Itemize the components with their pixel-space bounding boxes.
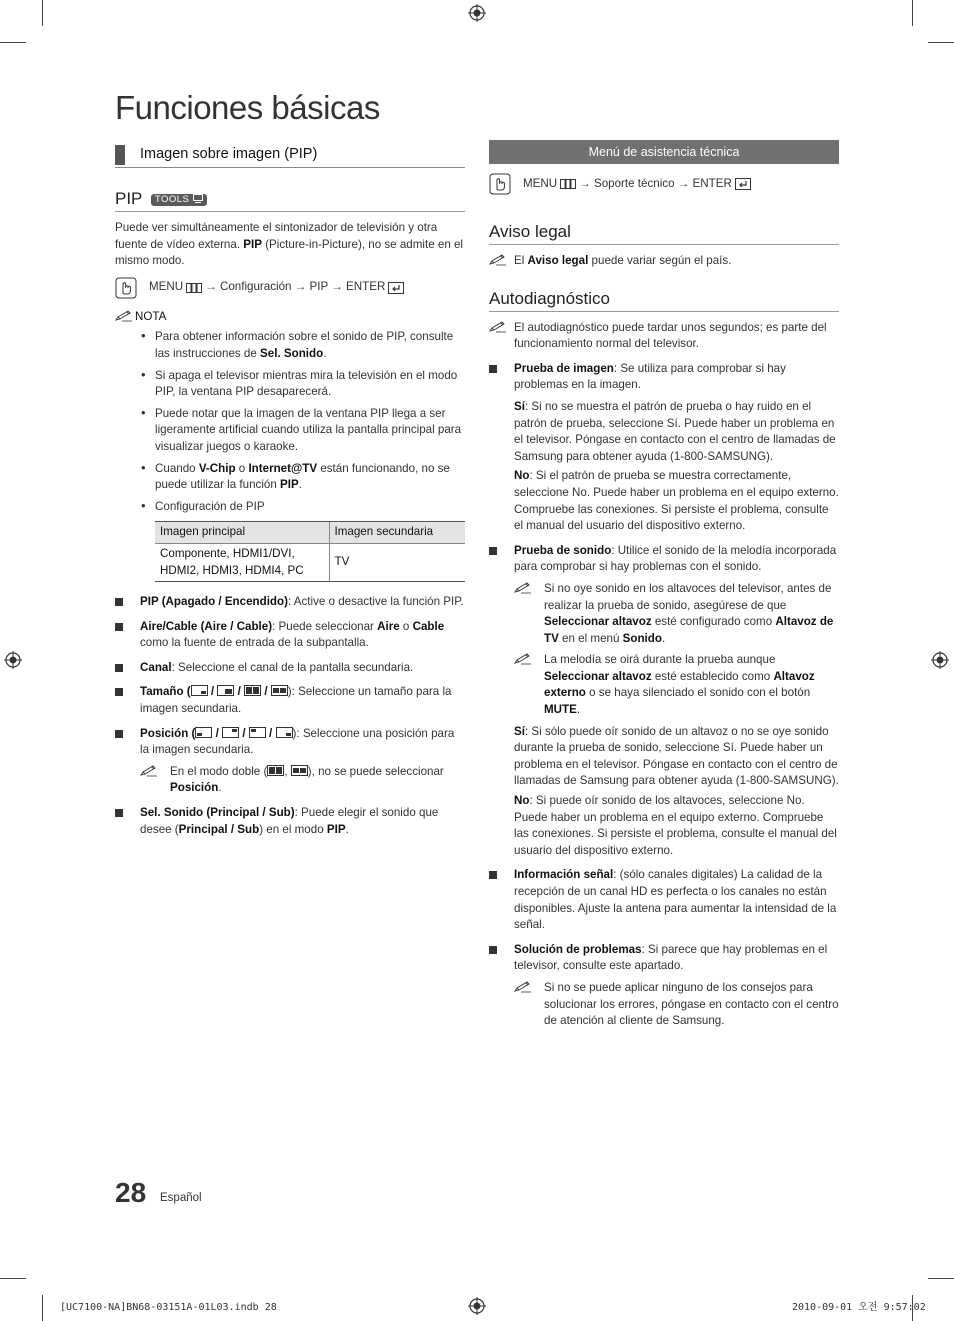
item-bold: Cable <box>412 619 445 633</box>
menu-path <box>489 173 839 195</box>
list-item <box>489 942 839 1030</box>
autodiagnostico-heading: Autodiagnóstico <box>489 288 839 312</box>
note-row <box>489 320 839 353</box>
menu-label: MENU <box>523 176 558 190</box>
bullet-bold: Sel. Sonido <box>260 346 324 360</box>
intro-text: Puede ver simultáneamente el sintonizador de televisión y otra fuente de vídeo externa. <box>115 221 438 251</box>
crop-mark <box>42 0 43 26</box>
bullet-text: Si apaga el televisor mientras mira la televisión en el modo PIP, la ventana PIP desaparecerá. <box>155 368 458 399</box>
list-item <box>489 543 839 860</box>
square-bullet-icon <box>489 547 497 555</box>
crop-mark <box>42 1295 43 1321</box>
item-bold: Sí <box>514 724 525 738</box>
note-text <box>544 581 839 647</box>
item-bold: PIP <box>326 822 346 836</box>
list-item <box>489 361 839 535</box>
pip-double-wide-icon <box>271 685 288 696</box>
tools-label: TOOLS <box>154 194 190 205</box>
bullet-bold: Internet@TV <box>248 461 318 475</box>
pip-heading-text: PIP <box>115 189 143 208</box>
note-bold: Seleccionar altavoz <box>544 669 652 683</box>
note-text <box>544 652 839 718</box>
note-text-part: puede variar según el país. <box>588 254 732 267</box>
pip-position-top-right-icon <box>222 727 239 738</box>
table-header-row <box>155 522 465 544</box>
item-text: . <box>345 822 349 836</box>
pip-position-top-left-icon <box>249 727 266 738</box>
item-bold: Prueba de imagen <box>514 361 614 375</box>
item-paragraph <box>514 724 839 790</box>
square-bullet-icon <box>115 598 123 606</box>
menu-path-text: → Soporte técnico → ENTER <box>579 176 732 190</box>
pip-position-bottom-right-icon <box>276 727 293 738</box>
note-bold: Sonido <box>622 631 662 645</box>
pencil-note-icon <box>514 652 544 718</box>
bullet-text: Para obtener información sobre el sonido de PIP, consulte las instrucciones de <box>155 330 454 360</box>
item-paragraph <box>514 399 839 465</box>
item-text: o <box>399 619 413 633</box>
item-bold: Sí <box>514 399 525 413</box>
list-item <box>115 660 465 677</box>
item-bold: Sel. Sonido (Principal / Sub) <box>140 806 295 820</box>
list-item <box>115 594 465 611</box>
note-text-part: . <box>661 631 666 645</box>
menu-icon <box>560 179 576 189</box>
item-bold: Aire/Cable (Aire / Cable) <box>140 619 273 633</box>
remote-hand-icon <box>489 173 511 195</box>
page-number: 28 <box>115 1177 147 1208</box>
pencil-note-icon <box>489 253 514 270</box>
square-bullet-icon <box>489 946 497 954</box>
note-row <box>140 764 465 797</box>
remote-hand-icon <box>115 277 137 299</box>
menu-label: MENU <box>149 280 184 294</box>
note-text-part: . <box>218 781 222 795</box>
note-row <box>514 980 839 1030</box>
note-text: El autodiagnóstico puede tardar unos segundos; es parte del funcionamiento normal del televisor. <box>514 320 827 351</box>
square-bullet-icon <box>115 664 123 672</box>
note-bold: Altavoz externo <box>544 669 815 700</box>
autodiagnostico-list <box>489 361 839 1030</box>
registration-mark-icon <box>4 651 22 669</box>
list-item <box>141 368 465 401</box>
bullet-text: . <box>323 346 327 360</box>
note-bold: Seleccionar altavoz <box>544 615 652 629</box>
item-text: como la fuente de entrada de la subpantalla. <box>140 636 369 650</box>
square-bullet-icon <box>115 688 123 696</box>
registration-mark-icon <box>468 4 486 22</box>
bullet-text: Puede notar que la imagen de la ventana PIP llega a ser ligeramente artificial cuando utiliza la pantalla principal para visualizar juegos o karaoke. <box>155 406 462 453</box>
right-column <box>489 140 839 1030</box>
bullet-text: Cuando <box>155 461 199 475</box>
pip-intro <box>115 220 465 270</box>
item-text: : Se utiliza para comprobar si hay problemas en la imagen. <box>514 361 786 392</box>
note-text-part: . <box>576 703 581 717</box>
intro-pip: PIP <box>243 237 262 251</box>
list-item <box>115 619 465 652</box>
left-column <box>115 140 465 838</box>
note-text: En el modo doble ( , ), no se puede seleccionar Posición. <box>170 764 444 795</box>
note-bold: Altavoz de TV <box>544 615 834 645</box>
note-text-part: ), no se puede seleccionar <box>307 764 444 778</box>
crop-mark <box>0 1278 26 1279</box>
section-heading-pip <box>115 140 465 168</box>
menu-icon <box>186 283 202 293</box>
note-bold: MUTE <box>544 703 577 717</box>
note-text <box>514 253 731 270</box>
pip-size-large-icon <box>217 685 234 696</box>
crop-mark <box>928 1278 954 1279</box>
item-paragraph <box>514 468 839 534</box>
item-bold: Información señal <box>514 868 614 882</box>
list-item <box>115 805 465 838</box>
bullet-text: están funcionando, no se puede utilizar la función <box>155 461 450 492</box>
item-bold: No <box>514 469 530 483</box>
item-bold: Canal <box>140 660 172 674</box>
item-bold: Prueba de sonido <box>514 543 612 557</box>
table-cell: TV <box>329 543 465 581</box>
note-text-part: El <box>514 254 528 267</box>
page-language: Español <box>160 1192 202 1204</box>
note-text-part: esté configurado como <box>651 615 776 629</box>
bullet-text: o <box>235 461 249 475</box>
enter-icon <box>735 178 751 190</box>
item-text: : Si puede oír sonido de los altavoces, seleccione No. Puede haber un problema en el equipo externo. Compruebe las conexiones. Si persiste el problema, consulte el manual del usuario del dispositivo externo. <box>514 794 837 857</box>
item-bold: Solución de problemas <box>514 942 642 956</box>
nota-row <box>115 309 465 326</box>
note-row <box>514 581 839 647</box>
pip-double-icon <box>244 685 261 696</box>
item-text: : Utilice el sonido de la melodía incorporada para comprobar si hay problemas con el sonido. <box>514 543 837 574</box>
table-header-cell: Imagen secundaria <box>329 522 465 544</box>
note-bold: Aviso legal <box>527 254 589 267</box>
tools-badge <box>151 194 207 206</box>
list-item: Posición ( / / / ): Seleccione una posición para la imagen secundaria. En el modo doble ( , ), no se puede seleccionar Posición. <box>115 726 465 797</box>
note-text-part: En el modo doble ( <box>170 764 268 778</box>
note-row <box>489 253 839 270</box>
item-bold: PIP (Apagado / Encendido) <box>140 595 288 609</box>
item-bold-close: ): Seleccione un tamaño para la imagen secundaria. <box>140 685 452 716</box>
crop-mark <box>912 0 913 26</box>
item-text: ) en el modo <box>259 822 327 836</box>
item-bold: Aire <box>377 619 400 633</box>
bullet-bold: PIP <box>280 478 299 492</box>
list-item <box>141 461 465 494</box>
note-text-part: en el menú <box>558 631 623 645</box>
item-text: : Si parece que hay problemas en el televisor, consulte este apartado. <box>514 942 828 973</box>
table-header-cell: Imagen principal <box>155 522 329 544</box>
item-text: : Active o desactive la función PIP. <box>287 595 464 609</box>
item-text: : Si el patrón de prueba se muestra correctamente, seleccione No. Puede haber un problema en el equipo externo. Compruebe las conexiones. Si persiste el problema, consulte el manual del usuario del dispositivo externo. <box>514 469 839 533</box>
tools-icon <box>193 194 203 203</box>
aviso-legal-heading: Aviso legal <box>489 221 839 245</box>
crop-mark <box>928 42 954 43</box>
item-text: : Si sólo puede oír sonido de un altavoz o no se oye sonido durante la prueba de sonido, seleccione Sí. Puede haber un problema en el televisor. Póngase en contacto con el centro de llamadas de Samsung para obtener ayuda (1-800-SAMSUNG). <box>514 724 839 788</box>
print-slug-left: [UC7100-NA]BN68-03151A-01L03.indb 28 <box>60 1302 277 1313</box>
section-title: Imagen sobre imagen (PIP) <box>140 146 318 162</box>
note-text-part: La melodía se oirá durante la prueba aunque <box>544 653 776 667</box>
page-title: Funciones básicas <box>115 89 380 126</box>
crop-mark <box>0 42 26 43</box>
note-text-part: o se haya silenciado el sonido con el botón <box>585 686 811 700</box>
item-bold: Tamaño ( <box>140 685 191 699</box>
support-menu-banner: Menú de asistencia técnica <box>489 140 839 164</box>
note-row <box>514 652 839 718</box>
note-text-part: esté establecido como <box>651 669 774 683</box>
item-text: ): Seleccione una posición para la imagen secundaria. <box>140 726 455 757</box>
nota-list <box>141 329 465 515</box>
nota-label: NOTA <box>135 309 167 323</box>
pip-heading <box>115 188 465 212</box>
pencil-note-icon <box>514 980 544 1030</box>
list-item <box>141 329 465 362</box>
list-item <box>489 867 839 933</box>
note-text: Si no se puede aplicar ninguno de los consejos para solucionar los errores, póngase en contacto con el centro de atención al cliente de Samsung. <box>544 980 839 1028</box>
bullet-text: Configuración de PIP <box>155 499 265 513</box>
square-bullet-icon <box>489 365 497 373</box>
item-text: : Puede seleccionar <box>272 619 378 633</box>
pencil-note-icon <box>489 320 514 353</box>
registration-mark-icon <box>931 651 949 669</box>
item-bold: Posición ( <box>140 726 196 740</box>
pip-size-small-icon <box>191 685 208 696</box>
menu-path-text: → Configuración → PIP → ENTER <box>205 280 386 294</box>
pip-config-table <box>155 521 465 582</box>
section-bar <box>115 145 125 165</box>
square-bullet-icon <box>115 623 123 631</box>
list-item <box>141 499 465 516</box>
note-bold: Posición <box>170 781 219 795</box>
item-paragraph <box>514 793 839 859</box>
item-bold: No <box>514 794 530 808</box>
menu-path <box>115 277 465 299</box>
table-cell: Componente, HDMI1/DVI, HDMI2, HDMI3, HDMI4, PC <box>155 543 329 581</box>
item-bold: Principal / Sub <box>178 822 260 836</box>
pip-double-wide-icon <box>291 765 308 776</box>
note-text-part: Si no oye sonido en los altavoces del televisor, antes de realizar la prueba de sonido, asegúrese de que <box>544 581 832 612</box>
registration-mark-icon <box>468 1297 486 1315</box>
pip-position-bottom-left-icon <box>195 727 212 738</box>
list-item: Tamaño ( / / / ): Seleccione un tamaño para la imagen secundaria. <box>115 684 465 717</box>
item-text: : Puede elegir el sonido que desee ( <box>140 806 439 836</box>
pencil-note-icon <box>514 581 544 647</box>
item-text: : (sólo canales digitales) La calidad de la recepción de un canal HD es perfecta o los canales no están disponibles. Ajuste la antena para aumentar la intensidad de la señal. <box>514 868 837 932</box>
item-text: : Seleccione el canal de la pantalla secundaria. <box>171 660 414 674</box>
item-text: : Si no se muestra el patrón de prueba o hay ruido en el patrón de prueba, seleccione Sí. Puede haber un problema en el televisor. Póngase en contacto con el centro de llamadas de Samsung para obtener ayuda (1-800-SAMSUNG). <box>514 399 836 463</box>
pencil-note-icon <box>115 309 135 326</box>
pip-double-icon <box>267 765 284 776</box>
bullet-bold: V-Chip <box>198 461 236 475</box>
square-bullet-icon <box>115 809 123 817</box>
square-bullet-icon <box>489 871 497 879</box>
print-slug-right: 2010-09-01 오전 9:57:02 <box>792 1302 926 1313</box>
intro-text-end: (Picture-in-Picture), no se admite en el mismo modo. <box>115 237 464 268</box>
enter-icon <box>388 282 404 294</box>
bullet-text: . <box>298 478 302 492</box>
list-item <box>141 406 465 456</box>
pip-settings-list <box>115 594 465 838</box>
pencil-note-icon <box>140 764 170 797</box>
square-bullet-icon <box>115 730 123 738</box>
table-row <box>155 543 465 581</box>
